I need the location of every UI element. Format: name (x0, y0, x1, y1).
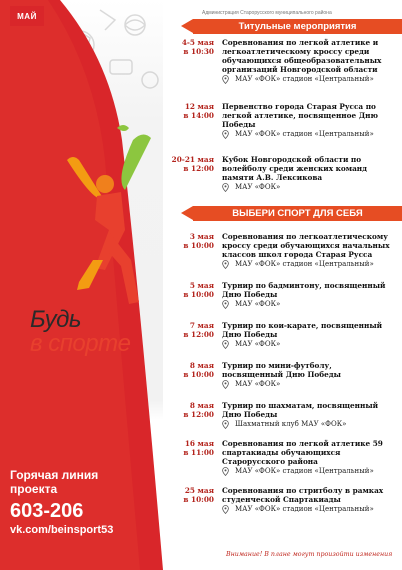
event-item (164, 281, 400, 309)
event-place-label: МАУ «ФОК» стадион «Центральный» (235, 75, 374, 83)
event-date: 12 мая (184, 102, 214, 111)
event-date: 20-21 мая (171, 155, 214, 164)
hotline-title: Горячая линия проекта (10, 468, 99, 496)
event-time: в 12:00 (183, 410, 214, 419)
event-place (222, 75, 392, 84)
event-date: 5 мая (189, 281, 214, 290)
event-place-label: МАУ «ФОК» (235, 340, 281, 348)
event-item (164, 102, 400, 139)
event-place (222, 300, 392, 309)
event-time: в 11:00 (183, 448, 214, 457)
location-pin-icon (222, 340, 229, 349)
event-time: в 10:00 (183, 370, 214, 379)
event-date: 8 мая (189, 361, 214, 370)
event-details (222, 38, 392, 84)
event-date: 8 мая (189, 401, 214, 410)
event-title: Турнир по мини-футболу, посвященный Дню Победы (222, 361, 341, 379)
event-title: Турнир по шахматам, посвященный Дню Победы (222, 401, 379, 419)
athlete-figure-icon (55, 120, 155, 310)
hotline-vk-link[interactable]: vk.com/beinsport53 (10, 524, 114, 536)
event-date: 16 мая (184, 439, 214, 448)
location-pin-icon (222, 380, 229, 389)
event-datetime (164, 102, 222, 139)
event-time: в 12:00 (183, 164, 214, 173)
event-time: в 10:00 (183, 241, 214, 250)
event-details (222, 401, 392, 429)
event-details (222, 281, 392, 309)
event-time: в 12:00 (183, 330, 214, 339)
section-title-choose-sport: ВЫБЕРИ СПОРТ ДЛЯ СЕБЯ (193, 206, 402, 221)
location-pin-icon (222, 300, 229, 309)
event-datetime (164, 232, 222, 269)
event-time: в 10:30 (183, 47, 214, 56)
event-details (222, 155, 392, 192)
event-place (222, 260, 392, 269)
event-place (222, 505, 392, 514)
location-pin-icon (222, 130, 229, 139)
changes-notice: Внимание! В плане могут произойти изменения (226, 551, 393, 558)
event-item (164, 38, 400, 84)
event-date: 3 мая (189, 232, 214, 241)
event-datetime (164, 38, 222, 84)
event-place (222, 340, 392, 349)
event-item (164, 155, 400, 192)
event-time: в 10:00 (183, 290, 214, 299)
event-details (222, 361, 392, 389)
event-title: Турнир по бадминтону, посвященный Дню Победы (222, 281, 386, 299)
event-place-label: МАУ «ФОК» (235, 300, 281, 308)
event-details (222, 102, 392, 139)
event-details (222, 486, 392, 514)
event-date: 4-5 мая (181, 38, 214, 47)
event-item (164, 486, 400, 514)
event-date: 7 мая (189, 321, 214, 330)
event-place-label: МАУ «ФОК» стадион «Центральный» (235, 130, 374, 138)
admin-header: Администрация Старорусского муниципального района (202, 10, 332, 16)
event-details (222, 439, 392, 476)
event-details (222, 321, 392, 349)
event-place (222, 183, 392, 192)
event-datetime (164, 361, 222, 389)
location-pin-icon (222, 467, 229, 476)
event-place (222, 420, 392, 429)
event-datetime (164, 321, 222, 349)
event-place (222, 380, 392, 389)
event-place-label: МАУ «ФОК» стадион «Центральный» (235, 505, 374, 513)
event-title: Турнир по кои-карате, посвященный Дню Победы (222, 321, 383, 339)
event-date: 25 мая (184, 486, 214, 495)
event-place (222, 130, 392, 139)
event-place-label: МАУ «ФОК» стадион «Центральный» (235, 467, 374, 475)
sport-events-list (164, 232, 400, 514)
event-title: Соревнования по легкоатлетическому кроссу среди обучающихся начальных классов школ города Старая Русса (222, 232, 390, 259)
event-time: в 10:00 (183, 495, 214, 504)
month-badge: МАЙ (10, 6, 44, 26)
event-item (164, 232, 400, 269)
event-title: Соревнования по стритболу в рамках студенческой Спартакиады (222, 486, 384, 504)
event-item (164, 361, 400, 389)
event-item (164, 439, 400, 476)
event-datetime (164, 439, 222, 476)
hotline-block (10, 468, 130, 537)
location-pin-icon (222, 260, 229, 269)
slogan-line-2: в спорте (30, 330, 131, 357)
left-promo-panel (0, 0, 163, 570)
event-item (164, 401, 400, 429)
event-place (222, 467, 392, 476)
location-pin-icon (222, 75, 229, 84)
event-title: Первенство города Старая Русса по легкой атлетике, посвященное Дню Победы (222, 102, 379, 129)
slogan-line-1: Будь (30, 306, 81, 333)
event-item (164, 321, 400, 349)
event-details (222, 232, 392, 269)
section-title-main-events: Титульные мероприятия (193, 19, 402, 34)
event-place-label: МАУ «ФОК» стадион «Центральный» (235, 260, 374, 268)
event-time: в 14:00 (183, 111, 214, 120)
event-place-label: МАУ «ФОК» (235, 380, 281, 388)
event-title: Соревнования по легкой атлетике 59 спартакиады обучающихся Старорусского района (222, 439, 383, 466)
event-title: Соревнования по легкой атлетике и легкоатлетическому кроссу среди обучающихся общеобразовательных организаций Новгородской области (222, 38, 382, 74)
event-datetime (164, 281, 222, 309)
location-pin-icon (222, 505, 229, 514)
location-pin-icon (222, 183, 229, 192)
location-pin-icon (222, 420, 229, 429)
slogan (30, 308, 130, 356)
main-events-list (164, 38, 400, 192)
event-datetime (164, 401, 222, 429)
event-title: Кубок Новгородской области по волейболу среди женских команд памяти А.В. Лексикова (222, 155, 368, 182)
hotline-phone[interactable]: 603-206 (10, 500, 84, 522)
event-datetime (164, 486, 222, 514)
event-datetime (164, 155, 222, 192)
event-place-label: МАУ «ФОК» (235, 183, 281, 191)
event-place-label: Шахматный клуб МАУ «ФОК» (235, 420, 347, 428)
